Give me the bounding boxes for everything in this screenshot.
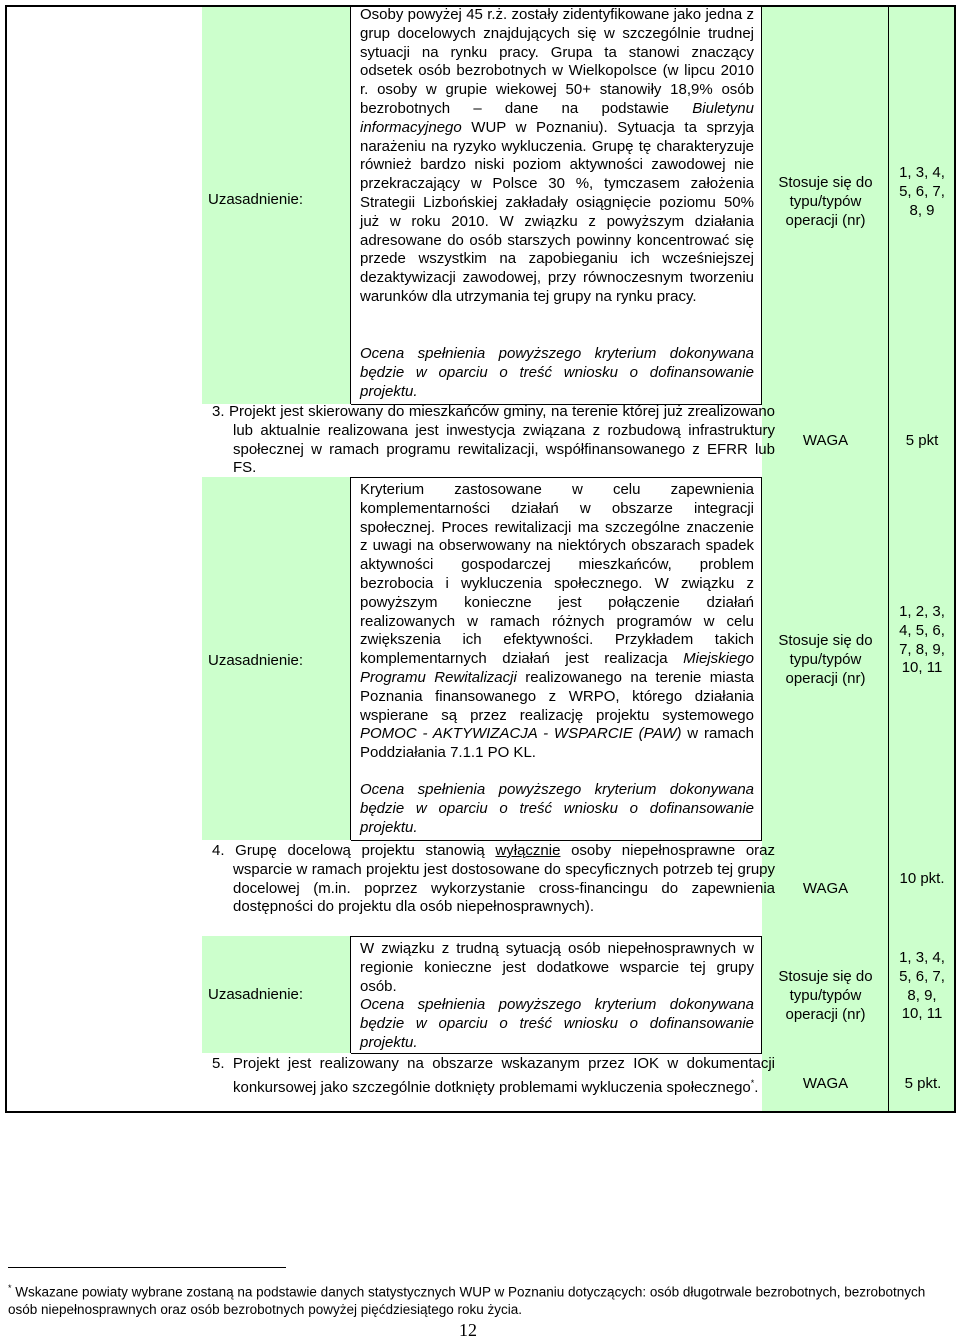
row5-justification: W związku z trudną sytuacją osób niepełnosprawnych w regionie konieczne jest dodatkowe wsparcie tej grupy osób. [360,940,754,995]
row1-operations: 1, 3, 4, 5, 6, 7, 8, 9 [899,164,945,219]
criterion5-weight: WAGA [802,1075,849,1092]
page-number: 12 [459,1320,477,1340]
row1-label: Uzasadnienie: [208,191,304,208]
criterion5-points: 5 pkt. [904,1075,942,1092]
row1-applies: Stosuje się do typu/typów operacji (nr) [778,174,873,229]
row3-assessment: Ocena spełnienia powyższego kryterium dokonywana będzie w oparciu o treść wniosku o dofinansowanie projektu. [360,781,754,836]
criterion4-weight: WAGA [802,880,849,897]
row5-label: Uzasadnienie: [208,986,304,1003]
row5-applies: Stosuje się do typu/typów operacji (nr) [778,968,873,1023]
row3-justification: Kryterium zastosowane w celu zapewnienia komplementarności działań w obszarze integracji społecznej. Proces rewitalizacji ma szczególne znaczenie z uwagi na obserwowany na niektórych obszarach spadek aktywności gospodarczej mieszkańców, problem bezrobocia i wykluczenia społecznego. W związku z powyższym konieczne jest połączenie działań realizowanych w ramach różnych programów w celu zwiększenia ich efektywności. Przykładem takich komplementarnych działań jest realizacja Miejskiego Programu Rewitalizacji realizowanego na terenie miasta Poznania finansowanego z WRPO, którego działania wspierane są przez realizację projektu systemowego POMOC - AKTYWIZACJA - WSPARCIE (PAW) w ramach Poddziałania 7.1.1 PO KL. [360,481,754,762]
criterion3-weight: WAGA [802,432,849,449]
criterion3-text: 3. Projekt jest skierowany do mieszkańców gminy, na terenie której już zrealizowano lub aktualnie realizowana jest inwestycja związana z rozbudową infrastruktury społecznej w ramach programu rewitalizacji, współfinansowanego z EFRR lub FS. [212,403,775,477]
footnote: * Wskazane powiaty wybrane zostaną na podstawie danych statystycznych WUP w Poznaniu dotyczących: osób długotrwale bezrobotnych, bezrobotnych osób niepełnosprawnych oraz osób bezrobotnych powyżej pięćdziesiątego roku życia. [8,1283,926,1317]
row5-operations: 1, 3, 4, 5, 6, 7, 8, 9, 10, 11 [899,949,945,1023]
criterion4-points: 10 pkt. [899,870,945,887]
criterion5-text: 5. Projekt jest realizowany na obszarze wskazanym przez IOK w dokumentacji konkursowej jako szczególnie dotknięty problemami wykluczenia społecznego*. [212,1055,775,1096]
row1-assessment: Ocena spełnienia powyższego kryterium dokonywana będzie w oparciu o treść wniosku o dofinansowanie projektu. [360,345,754,400]
row3-label: Uzasadnienie: [208,652,304,669]
criterion4-text: 4. Grupę docelową projektu stanowią wyłącznie osoby niepełnosprawne oraz wsparcie w ramach projektu jest dostosowane do specyficznych potrzeb tej grupy docelowej (m.in. poprzez wykorzystanie cross-financingu do zapewnienia dostępności do projektu dla osób niepełnosprawnych). [212,842,776,916]
row5-assessment: Ocena spełnienia powyższego kryterium dokonywana będzie w oparciu o treść wniosku o dofinansowanie projektu. [360,996,754,1051]
footnote-separator [8,1267,286,1268]
criterion3-points: 5 pkt [905,432,939,449]
row3-operations: 1, 2, 3, 4, 5, 6, 7, 8, 9, 10, 11 [899,603,945,677]
row3-applies: Stosuje się do typu/typów operacji (nr) [778,632,873,687]
row1-justification: Osoby powyżej 45 r.ż. zostały zidentyfikowane jako jedna z grup docelowych znajdujących się w szczególnie trudnej sytuacji na rynku pracy. Grupa ta stanowi znaczący odsetek osób bezrobotnych w Wielkopolsce (w lipcu 2010 r. osoby w grupie wiekowej 50+ stanowiły 18,9% osób bezrobotnych – dane na podstawie Biuletynu informacyjnego WUP w Poznaniu). Sytuacja ta sprzyja narażeniu na ryzyko wykluczenia. Grupę tę charakteryzuje również bardzo niski poziom aktywności zawodowej nie przekraczający w Polsce 30 %, tymczasem założenia Strategii Lizbońskiej zakładały osiągnięcie poziomu 50% już w roku 2010. W związku z powyższym działania adresowane do osób starszych powinny koncentrować się przede wszystkim na zapobieganiu ich wcześniejszej dezaktywizacji zawodowej, przy równoczesnym tworzeniu warunków dla utrzymania tej grupy na rynku pracy. [360,6,754,305]
